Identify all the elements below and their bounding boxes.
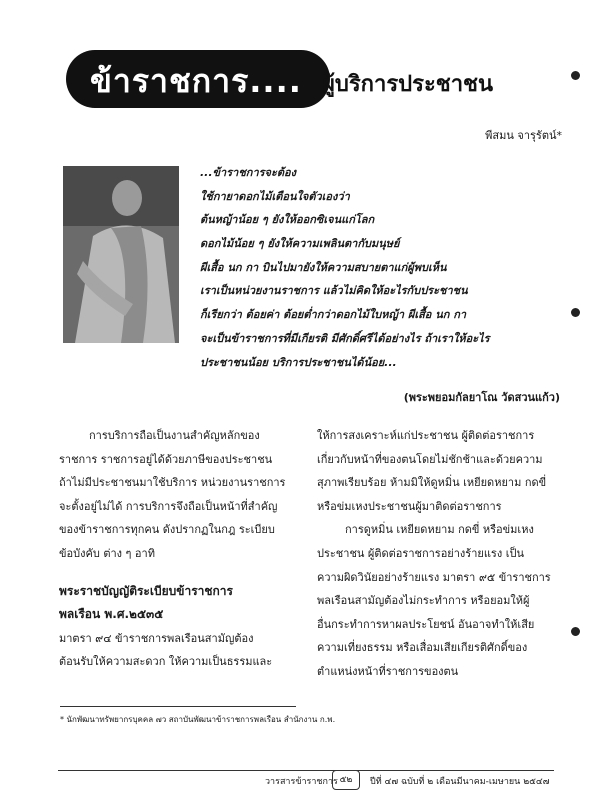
poem-line: ใช้กายาดอกไม้เตือนใจตัวเองว่า: [200, 189, 350, 203]
body-line: มาตรา ๙๔ ข้าราชการพลเรือนสามัญต้อง: [59, 631, 254, 645]
poem-attribution: (พระพยอมกัลยาโณ วัดสวนแก้ว): [403, 391, 560, 404]
footnote: * นักพัฒนาทรัพยากรบุคคล ๗ว สถาบันพัฒนาข้าราชการพลเรือน สำนักงาน ก.พ.: [60, 715, 336, 724]
journal-name: วารสารข้าราชการ: [265, 777, 338, 787]
section-heading: พลเรือน พ.ศ.๒๕๓๕: [59, 607, 164, 622]
body-line: เกี่ยวกับหน้าที่ของตนโดยไม่ชักช้าและด้วยความ: [317, 452, 543, 466]
monk-photo: [63, 166, 179, 343]
body-line: ต้อนรับให้ความสะดวก ให้ความเป็นธรรมและ: [59, 655, 273, 669]
page-subtitle: ผู้บริการประชาชน: [322, 72, 494, 97]
poem-line: ก็เรียกว่า ต้อยค่า ต้อยต่ำกว่าดอกไม้ใบหญ้า ผีเสื้อ นก กา: [200, 308, 467, 322]
body-line: การดูหมิ่น เหยียดหยาม กดขี่ หรือข่มเหง: [345, 523, 534, 537]
poem-line: ...ข้าราชการจะต้อง: [200, 166, 297, 179]
body-line: หรือข่มเหงประชาชนผู้มาติดต่อราชการ: [317, 499, 502, 513]
body-line: ของข้าราชการทุกคน ดังปรากฏในกฎ ระเบียบ: [59, 523, 275, 537]
body-line: ตำแหน่งหน้าที่ราชการของตน: [317, 664, 459, 678]
body-line: ความเที่ยงธรรม หรือเสื่อมเสียเกียรติศักดิ์ของ: [317, 641, 528, 655]
page-title: ข้าราชการ....: [90, 62, 302, 100]
page-number-logo: ๕๒: [332, 770, 360, 790]
poem-line: เราเป็นหน่วยงานราชการ แล้วไม่คิดให้อะไรกับประชาชน: [200, 284, 468, 298]
body-line: พลเรือนสามัญต้องไม่กระทำการ หรือยอมให้ผู้: [317, 594, 530, 608]
body-line: สุภาพเรียบร้อย ห้ามมิให้ดูหมิ่น เหยียดหยาม กดขี่: [317, 476, 547, 490]
footnote-divider: [60, 706, 296, 707]
body-line: ข้อบังคับ ต่าง ๆ อาทิ: [59, 546, 155, 560]
body-line: จะตั้งอยู่ไม่ได้ การบริการจึงถือเป็นหน้าที่สำคัญ: [59, 499, 278, 513]
spacer: [59, 566, 299, 580]
binder-hole-bottom: [571, 627, 580, 636]
author-name: พีสมน จารุรัตน์*: [485, 129, 562, 142]
poem-line: ผีเสื้อ นก กา บินไปมายังให้ความสบายตาแก่ผู้พบเห็น: [200, 260, 447, 274]
poem-line: ดอกไม้น้อย ๆ ยังให้ความเพลินตากับมนุษย์: [200, 237, 400, 251]
body-line: ให้การสงเคราะห์แก่ประชาชน ผู้ติดต่อราชการ: [317, 429, 535, 442]
right-column: [317, 424, 567, 684]
body-line: ความผิดวินัยอย่างร้ายแรง มาตรา ๙๕ ข้าราชการ: [317, 570, 551, 584]
body-line: ประชาชน ผู้ติดต่อราชการอย่างร้ายแรง เป็น: [317, 546, 524, 560]
left-column: [59, 424, 299, 674]
poem-quote: [200, 161, 570, 374]
poem-line: ต้นหญ้าน้อย ๆ ยังให้ออกซิเจนแก่โลก: [200, 213, 375, 227]
section-heading: พระราชบัญญัติระเบียบข้าราชการ: [59, 583, 233, 598]
binder-hole-top: [571, 71, 580, 80]
poem-line: ประชาชนน้อย บริการประชาชนได้น้อย...: [200, 355, 397, 369]
issue-info: ปีที่ ๔๗ ฉบับที่ ๒ เดือนมีนาคม-เมษายน ๒๕๔๗: [370, 777, 550, 787]
body-line: ถ้าไม่มีประชาชนมาใช้บริการ หน่วยงานราชการ: [59, 476, 286, 490]
body-line: การบริการถือเป็นงานสำคัญหลักของ: [89, 429, 260, 442]
body-line: ราชการ ราชการอยู่ได้ด้วยภาษีของประชาชน: [59, 452, 273, 466]
poem-line: จะเป็นข้าราชการที่มีเกียรติ มีศักดิ์ศรีได้อย่างไร ถ้าเราให้อะไร: [200, 331, 490, 345]
body-line: อื่นกระทำการหาผลประโยชน์ อันอาจทำให้เสีย: [317, 617, 535, 631]
footer-divider: [58, 770, 554, 771]
binder-hole-middle: [571, 308, 580, 317]
